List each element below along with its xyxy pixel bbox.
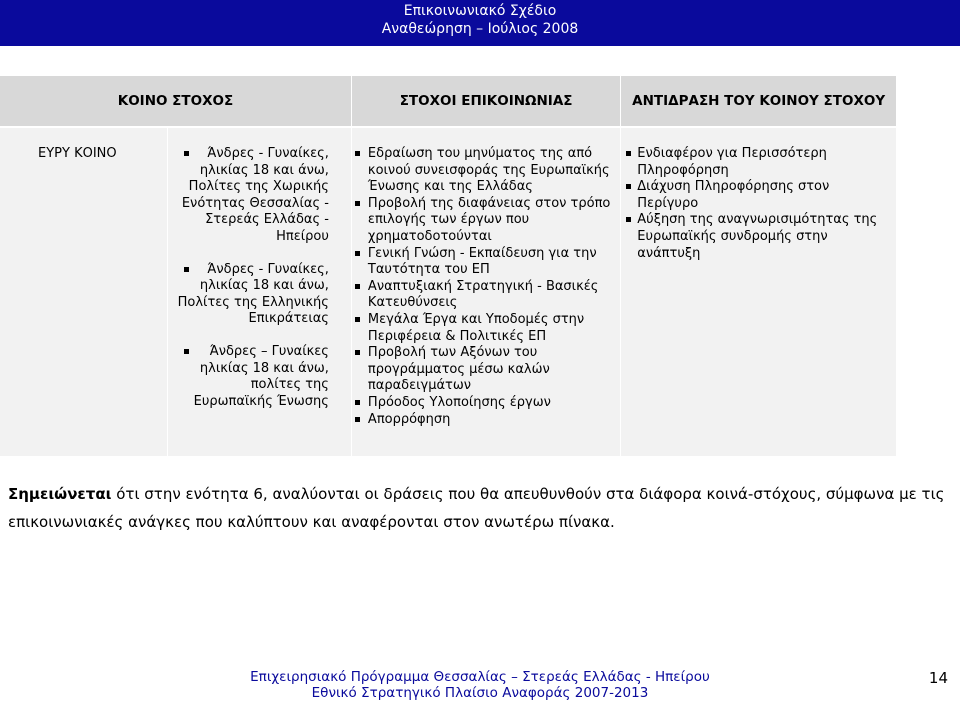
- bullet-square-icon: [355, 251, 360, 256]
- list-item: [352, 279, 616, 312]
- bullet-square-icon: [355, 400, 360, 405]
- table-row: [0, 126, 897, 456]
- targets-list: [172, 146, 329, 410]
- list-item-text: Προβολή της διαφάνειας στον τρόπο επιλογής των έργων που χρηματοδοτούνται: [367, 195, 611, 244]
- list-item-text: Άνδρες – Γυναίκες ηλικίας 18 και άνω, πολίτες της Ευρωπαϊκής Ένωσης: [193, 343, 329, 409]
- reaction-list: [621, 146, 890, 262]
- list-item-text: Άνδρες - Γυναίκες, ηλικίας 18 και άνω, Πολίτες της Ελληνικής Επικράτειας: [177, 261, 329, 327]
- list-item: [621, 146, 890, 179]
- list-item: [172, 262, 329, 328]
- list-item-text: Προβολή των Αξόνων του προγράμματος μέσω καλών παραδειγμάτων: [367, 345, 550, 394]
- list-item: [621, 212, 890, 262]
- bullet-square-icon: [184, 349, 189, 354]
- reaction-cell: [621, 126, 897, 456]
- list-item-text: Γενική Γνώση - Εκπαίδευση για την Ταυτότητα του ΕΠ: [367, 245, 597, 278]
- list-item: [352, 196, 616, 246]
- list-item-text: Ενδιαφέρον για Περισσότερη Πληροφόρηση: [637, 146, 827, 178]
- table-header-row: [0, 76, 897, 126]
- list-item-text: Πρόοδος Υλοποίησης έργων: [367, 394, 551, 410]
- list-item-text: Αύξηση της αναγνωρισιμότητας της Ευρωπαϊκής συνδρομής στην ανάπτυξη: [637, 212, 878, 261]
- communication-table: [0, 76, 897, 456]
- footer-framework: Εθνικό Στρατηγικό Πλαίσιο Αναφοράς 2007-2013: [311, 685, 649, 701]
- bullet-square-icon: [626, 151, 631, 156]
- list-item: [621, 179, 890, 212]
- list-item: [352, 395, 616, 412]
- list-item-text: Άνδρες - Γυναίκες, ηλικίας 18 και άνω, Πολίτες της Χωρικής Ενότητας Θεσσαλίας - Στερεάς Ελλάδας - Ηπείρου: [181, 146, 329, 244]
- goals-cell: [352, 126, 621, 456]
- bullet-square-icon: [355, 284, 360, 289]
- list-item-text: Μεγάλα Έργα και Υποδομές στην Περιφέρεια & Πολιτικές ΕΠ: [367, 311, 585, 344]
- page-number: 14: [928, 669, 948, 687]
- list-item: [352, 146, 616, 196]
- header-communication-goals: ΣΤΟΧΟΙ ΕΠΙΚΟΙΝΩΝΙΑΣ: [352, 76, 621, 126]
- header-target-audience: ΚΟΙΝΟ ΣΤΟΧΟΣ: [0, 76, 352, 126]
- bullet-square-icon: [355, 317, 360, 322]
- header-audience-reaction: ΑΝΤΙΔΡΑΣΗ ΤΟΥ ΚΟΙΝΟΥ ΣΤΟΧΟΥ: [621, 76, 897, 126]
- bullet-square-icon: [355, 201, 360, 206]
- page-footer: [0, 669, 960, 701]
- bullet-square-icon: [355, 350, 360, 355]
- list-item: [352, 246, 616, 279]
- bullet-square-icon: [626, 184, 631, 189]
- note-bold-word: Σημειώνεται: [8, 485, 112, 503]
- list-item-text: Εδραίωση του μηνύματος της από κοινού συνεισφοράς της Ευρωπαϊκής Ένωσης και της Ελλάδας: [367, 146, 610, 195]
- bullet-square-icon: [626, 217, 631, 222]
- list-item: [352, 412, 616, 429]
- list-item: [172, 146, 329, 246]
- audience-cell: ΕΥΡΥ ΚΟΙΝΟ: [0, 126, 168, 456]
- list-item: [352, 345, 616, 395]
- bullet-square-icon: [355, 417, 360, 422]
- list-item-text: Διάχυση Πληροφόρησης στον Περίγυρο: [637, 179, 830, 211]
- bullet-square-icon: [355, 151, 360, 156]
- bullet-square-icon: [184, 151, 189, 156]
- list-item-text: Απορρόφηση: [367, 411, 451, 427]
- list-item-text: Αναπτυξιακή Στρατηγική - Βασικές Κατευθύνσεις: [367, 278, 599, 311]
- note-paragraph: [8, 480, 953, 536]
- header-subtitle: Αναθεώρηση – Ιούλιος 2008: [381, 21, 579, 37]
- bullet-square-icon: [184, 267, 189, 272]
- list-item: [352, 312, 616, 345]
- header-title: Επικοινωνιακό Σχέδιο: [403, 3, 557, 19]
- footer-program: Επιχειρησιακό Πρόγραμμα Θεσσαλίας – Στερεάς Ελλάδας - Ηπείρου: [250, 669, 710, 685]
- goals-list: [352, 146, 616, 428]
- targets-cell: [168, 126, 352, 456]
- page-header: [0, 0, 960, 46]
- list-item: [172, 344, 329, 410]
- note-text: ότι στην ενότητα 6, αναλύονται οι δράσεις που θα απευθυνθούν στα διάφορα κοινά-στόχους, σύμφωνα με τις επικοινωνιακές ανάγκες που καλύπτουν και αναφέρονται στον ανωτέρω πίνακα.: [8, 485, 945, 531]
